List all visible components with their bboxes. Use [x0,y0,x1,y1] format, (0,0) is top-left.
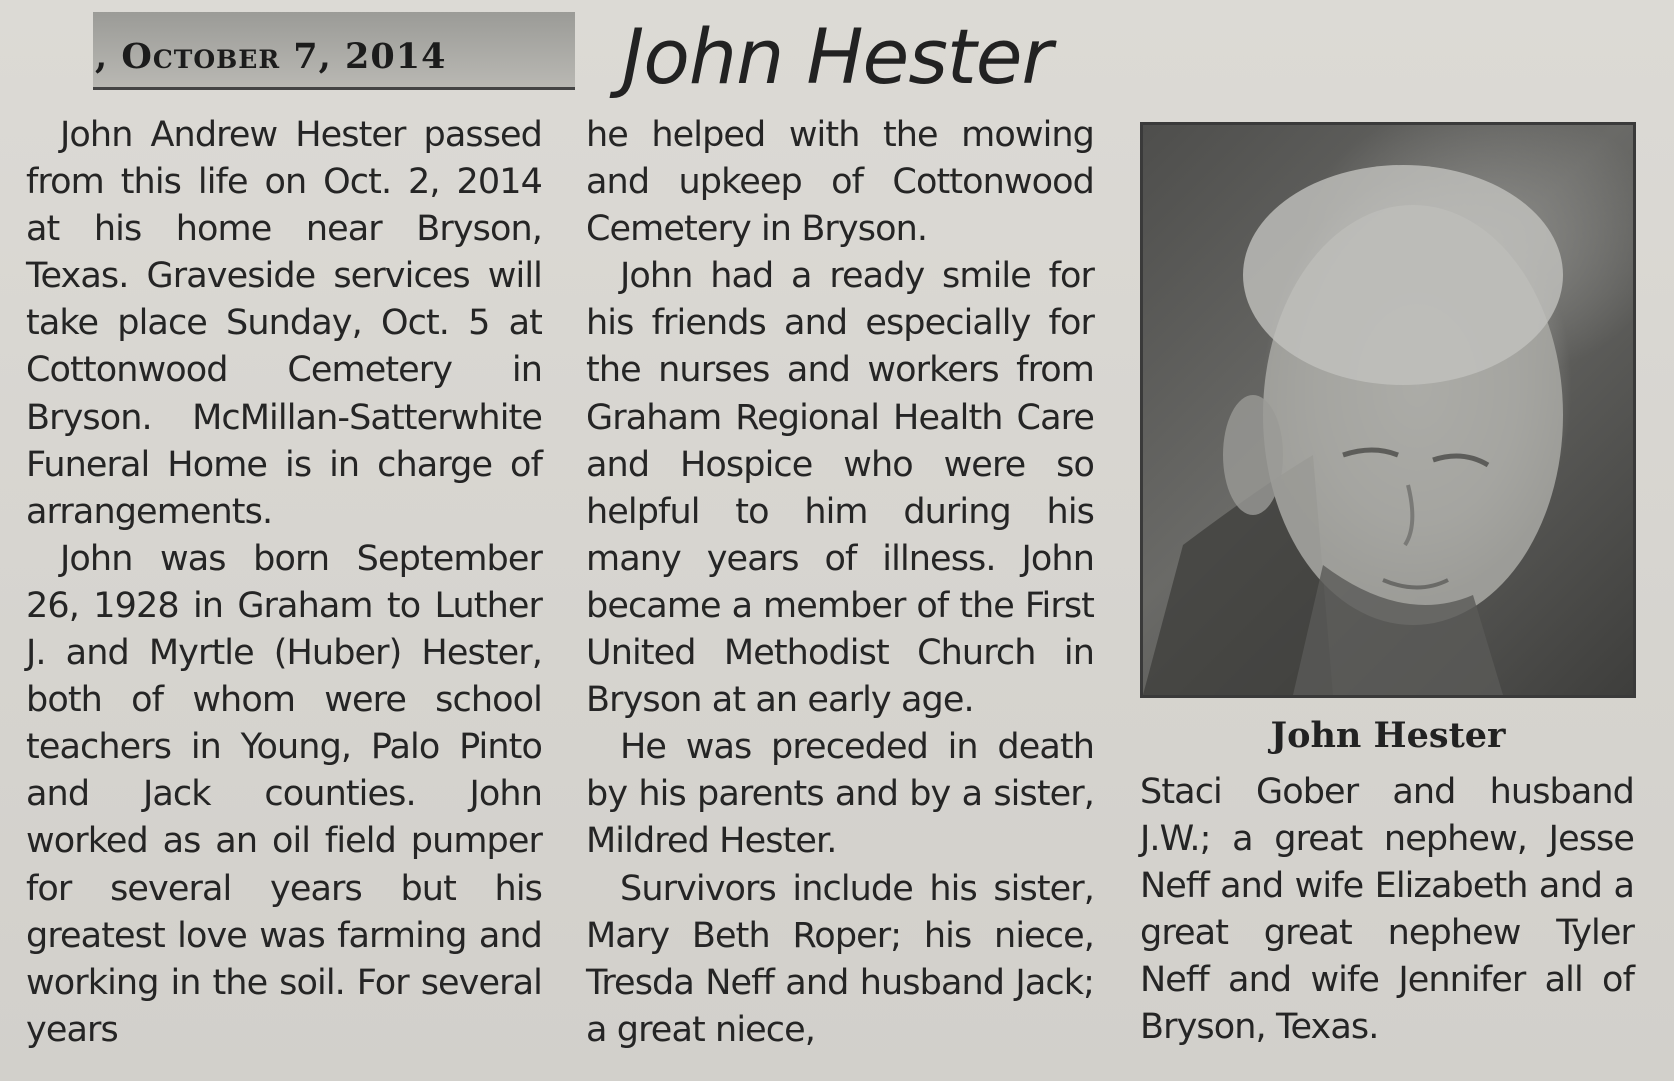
paragraph: he helped with the mowing and upkeep of Cottonwood Cemetery in Bryson. [586,115,1094,250]
paragraph: John was born September 26, 1928 in Graham to Luther J. and Myrtle (Huber) Hester, both of whom were school teachers in Young, Palo Pinto and Jack counties. John worked as an oil field pumper for several years but his greatest love was farming and working in the soil. For several years [26,538,542,1050]
article-column-1 [26,112,542,1054]
article-column-2 [586,112,1094,1054]
obituary-title: John Hester [622,12,1052,101]
date-banner [93,12,575,90]
article-column-3 [1140,769,1634,1052]
portrait-photo [1140,122,1636,698]
paragraph: He was preceded in death by his parents and by a sister, Mildred Hester. [586,727,1094,862]
photo-caption: John Hester [1270,715,1506,756]
paragraph: Survivors include his sister, Mary Beth Roper; his niece, Tresda Neff and husband Jack; a great niece, [586,868,1094,1050]
paragraph: Staci Gober and husband J.W.; a great nephew, Jesse Neff and wife Elizabeth and a great great nephew Tyler Neff and wife Jennifer all of Bryson, Texas. [1140,772,1634,1048]
paragraph: John had a ready smile for his friends and especially for the nurses and workers from Graham Regional Health Care and Hospice who were so helpful to him during his many years of illness. John became a member of the First United Methodist Church in Bryson at an early age. [586,256,1094,721]
publication-date: , October 7, 2014 [95,36,447,77]
portrait-illustration [1143,125,1633,695]
paragraph: John Andrew Hester passed from this life on Oct. 2, 2014 at his home near Bryson, Texas. Graveside services will take place Sunday, Oct. 5 at Cottonwood Cemetery in Bryson. McMillan-Satterwhite Funeral Home is in charge of arrangements. [26,115,542,532]
